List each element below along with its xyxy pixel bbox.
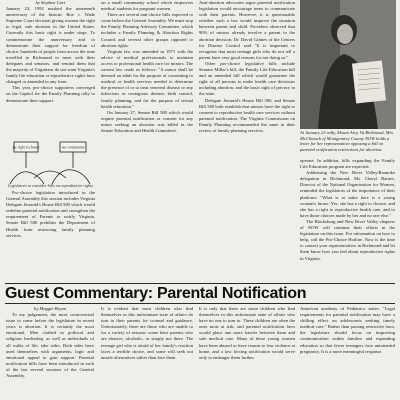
commentary-column-3 <box>199 306 295 398</box>
article-paragraph: Pro-choice legislation introduced in the General Assembly this session includes Virginia Delegate Jerrauld's House Bill 580 which would redefine parental notification and strengthen the requirement of Parents to notify Virginia. Senate Bill 580 prohibits the Department of Health from restricting family planning services. <box>6 190 95 238</box>
article-paragraph: Addressing the New River Valley/Roanoke delegation in Richmond, Ms. Cheryl Barnes, Director of the National Organization for Women, reminded the legislators of the importance of their platform: "What is at stake here is a young woman's future. Yes, she has a right to choose, and she has a right to reproductive health care, and to have those choices made by her and no one else." <box>300 170 395 218</box>
article-paragraph: The Blacksburg and New River Valley chapters of NOW will continue their efforts in the legislature on this issue. For information on how to help, call the Pro-Choice Hotline. Now is the time to contact your representatives in Richmond and let them know how you feel about reproductive rights in Virginia. <box>300 218 395 261</box>
commentary-headline: Guest Commentary: Parental Notification <box>5 285 307 302</box>
article-paragraph: There are several anti-choice bills expected to come before the General Assembly. We must stop the Family Planning Advisory Committee, which includes a Family Planning & Abortion Rights Council and several other groups opposed to abortion rights. <box>101 12 193 48</box>
article-paragraph: Anti-abortion advocates argue parental notification legislation would encourage teens to communicate with their parents. However, it is questionable whether such a law would improve the situation between parent and child. Providers observed that 90% of minors already involve a parent in the abortion decision. Dr. David Grimes of the Centers for Disease Control said "It is important to recognize that most teenage girls who do not tell a parent have very good reasons for not doing so." <box>199 0 295 60</box>
article-paragraph: Virginia law was amended in 1971 with the advice of medical professionals to maintain access to professional health care for minors. The current law reads as follows: "A minor shall be deemed an adult for the purpose of consenting to medical or health services needed to determine the presence of or to treat venereal disease or any infectious or contagious disease, birth control, family planning, and for the purpose of sexual health education." <box>101 48 193 109</box>
article-paragraph: operate. In addition, bills expanding the Family Life Education program are expected. <box>300 158 395 170</box>
commentary-paragraph: To my judgement, the most controversial issue to come before the legislature in recent years is abortion. It is certainly the most emotional. Men clothed in political and religious leadership, as well as individuals of all walks of life, take sides. Both sides have used themselves with arguments, logic and emotional appeal to gain support. Parental notification bills have been introduced in each of the last several sessions of the General Assembly. <box>6 312 94 379</box>
rally-photo <box>300 0 396 129</box>
article-paragraph: This year, pro-choice supporters converged on the Capitol for the Family Planning rally to demonstrate their support. <box>6 85 95 103</box>
commentary-paragraph: It is only that there are some children who find themselves in this unfortunate state of affairs who have no one to turn to. These children are often the ones most at risk, and parental notification laws would place one more barrier between them and safe medical care. Many of these young women have been abused or have reason to fear violence at home, and a law forcing notification would serve only to endanger them further. <box>199 306 295 360</box>
commentary-paragraph: It is evident that most children who find themselves in this unfortunate state of affairs do turn to their parents for counsel and guidance. Unfortunately, there are those who are unable to for a variety of reasons: some have parents who are abusive, alcoholic, or simply not there. The teenage girl who is afraid of her family's reaction faces a terrible choice, and some will seek out unsafe alternatives rather than face them. <box>101 306 193 360</box>
commentary-column-4 <box>300 306 395 398</box>
article-byline: by Stephen Carr <box>35 0 66 5</box>
article-column-2 <box>101 0 193 283</box>
illustration-caption: Legislators to consider bills on reproductive rights <box>7 183 94 188</box>
article-paragraph: Other pro-choice legislative bills include Senator Miller's bill, the Family Life Education bill and an amended bill which would guarantee the right of all persons to make health care decisions including abortion, and the basic right of privacy in the state. <box>199 60 295 97</box>
article-paragraph: on a small community school which empowers medical students for pregnant women. <box>101 0 193 12</box>
commentary-column-2 <box>101 306 193 398</box>
article-paragraph: January 23, 1992 marked the nineteenth anniversary of the historic Roe v. Wade Supreme Court decision giving women the right to legal, safe abortion in the United States. Currently this basic right is under siege. To commemorate the anniversary and to demonstrate their support for freedom of choice, hundreds of people from across the state travelled to Richmond to meet with their delegates and senators, and remind them that the majority of Virginians do not want Virginia's family life education or reproductive rights laws changed or amended in any form. <box>6 6 95 85</box>
photo-figure <box>300 0 396 129</box>
article-paragraph: Delegate Jerrauld's House Bill 580, and Senate Bill 580 both establish that minors have the right to consent to reproductive health care services without parental notification. The Virginia Commission on Family Planning recommended the same in their review of family planning services. <box>199 97 295 133</box>
article-paragraph: On January 27, Senate Bill 580 which would require parental notification or consent for any minor seeking an abortion was killed in the Senate Education and Health Committee. <box>101 109 193 133</box>
article-column-4 <box>300 158 395 283</box>
commentary-paragraph: American academy of Pediatrics states: "Legal requirements for parental notification may have a chilling effect on adolescents seeking timely medical care." Rather than passing restrictive laws, the legislature should focus on improving communication within families and expanding education so that fewer teenagers face unintended pregnancy. It is a more meaningful response. <box>300 306 395 354</box>
commentary-column-1 <box>6 306 94 398</box>
photo-caption: At January 23 rally, Mount Airy, Va Richmond, Mrs. McClintock of Montgomery County NOW holds a letter for her representative opposing a bill on parental notification restrictions for abortion. <box>300 130 395 152</box>
commentary-byline: by Maggie Bryan <box>34 306 66 311</box>
article-column-1-continued <box>6 190 95 283</box>
article-column-3 <box>199 0 295 283</box>
sign-right-text: our constitution <box>61 145 85 150</box>
sign-left-text: the right to choose <box>12 145 40 150</box>
